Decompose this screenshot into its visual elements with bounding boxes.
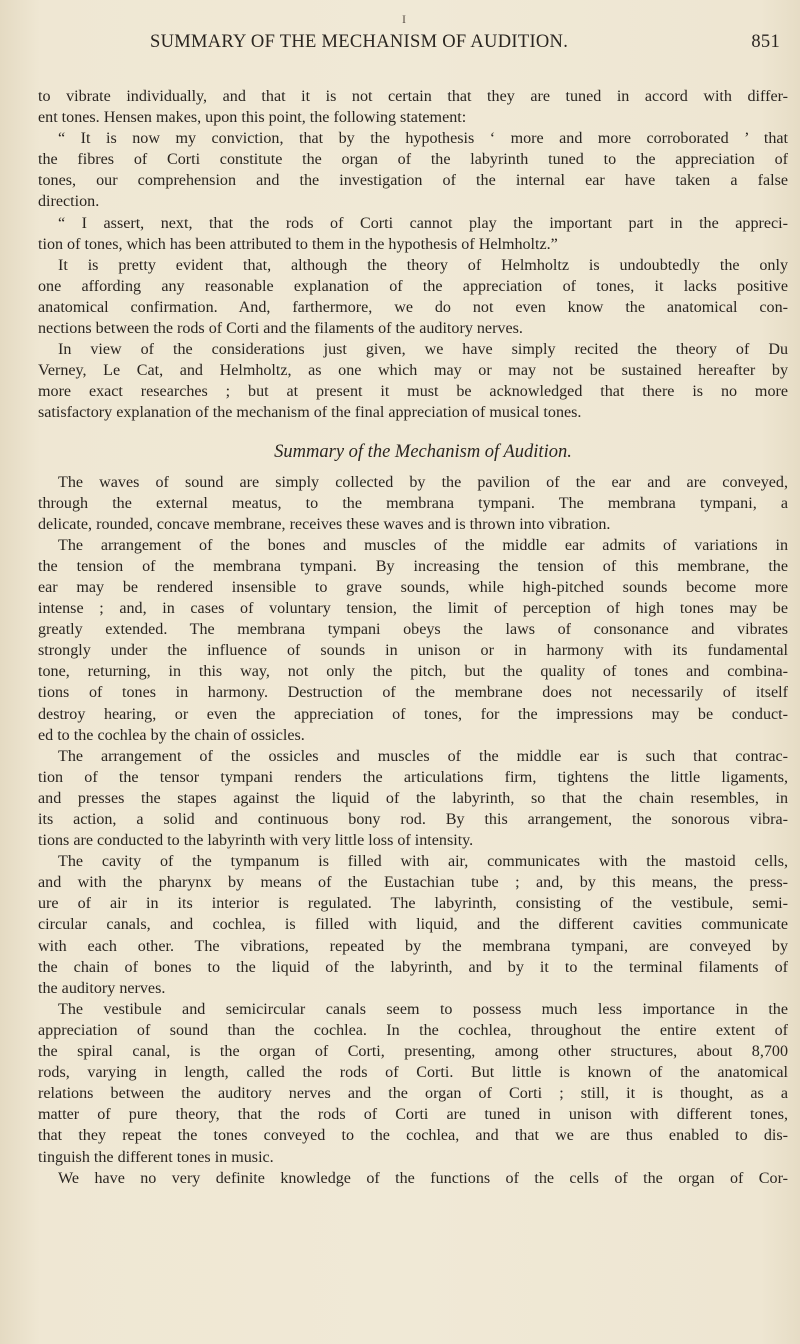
paragraph bbox=[38, 86, 788, 128]
text-line: rods, varying in length, called the rods of Corti. But little is known of the anatomical bbox=[38, 1064, 788, 1082]
body-text bbox=[38, 86, 788, 1189]
page-number: 851 bbox=[751, 32, 780, 52]
text-line: its action, a solid and continuous bony rod. By this arrangement, the sonorous vibra- bbox=[38, 811, 788, 828]
text-line: circular canals, and cochlea, is filled with liquid, and the different cavities communicate bbox=[38, 916, 788, 934]
text-line: the fibres of Corti constitute the organ of the labyrinth tuned to the appreciation of bbox=[38, 151, 788, 169]
text-line: more exact researches ; but at present it must be acknowledged that there is no more bbox=[38, 383, 788, 401]
text-line: We have no very definite knowledge of the functions of the cells of the organ of Cor- bbox=[58, 1169, 788, 1187]
text-line: The arrangement of the bones and muscles of the middle ear admits of variations in bbox=[58, 536, 788, 554]
paragraph bbox=[38, 128, 788, 212]
text-line: ent tones. Hensen makes, upon this point, the following statement: bbox=[38, 109, 467, 127]
text-line: appreciation of sound than the cochlea. In the cochlea, throughout the entire extent of bbox=[38, 1021, 788, 1039]
text-line: intense ; and, in cases of voluntary tension, the limit of perception of high tones may be bbox=[38, 600, 788, 618]
text-line: delicate, rounded, concave membrane, receives these waves and is thrown into vibration. bbox=[38, 515, 611, 533]
text-line: that they repeat the tones conveyed to the cochlea, and that we are thus enabled to dis- bbox=[38, 1127, 788, 1145]
text-line: ear may be rendered insensible to grave sounds, while high-pitched sounds become more bbox=[38, 578, 788, 596]
paragraph bbox=[38, 255, 788, 339]
text-line: tinguish the different tones in music. bbox=[38, 1148, 274, 1166]
text-line: with each other. The vibrations, repeated by the membrana tympani, are conveyed by bbox=[38, 937, 788, 955]
text-line: the tension of the membrana tympani. By increasing the tension of this membrane, the bbox=[38, 557, 788, 575]
text-line: The waves of sound are simply collected by the pavilion of the ear and are conveyed, bbox=[58, 473, 788, 491]
text-line: the spiral canal, is the organ of Corti, presenting, among other structures, about 8,700 bbox=[38, 1043, 788, 1061]
text-line: tones, our comprehension and the investigation of the internal ear have taken a false bbox=[38, 172, 788, 190]
summary-paragraph bbox=[38, 535, 788, 746]
text-line: “ It is now my conviction, that by the hypothesis ‘ more and more corroborated ’ that bbox=[58, 130, 788, 148]
text-line: It is pretty evident that, although the theory of Helmholtz is undoubtedly the only bbox=[58, 256, 788, 274]
text-line: Verney, Le Cat, and Helmholtz, as one which may or may not be sustained hereafter by bbox=[38, 362, 788, 380]
running-header bbox=[74, 32, 780, 62]
text-line: direction. bbox=[38, 193, 100, 211]
text-line: tions of tones in harmony. Destruction of the membrane does not necessarily of itself bbox=[38, 684, 788, 702]
spacer bbox=[38, 424, 788, 438]
text-line: relations between the auditory nerves and the organ of Corti ; still, it is thought, as a bbox=[38, 1085, 788, 1103]
text-line: anatomical confirmation. And, farthermore, we do not even know the anatomical con- bbox=[38, 298, 788, 316]
text-line: The arrangement of the ossicles and muscles of the middle ear is such that contrac- bbox=[58, 747, 788, 765]
text-line: tion of the tensor tympani renders the articulations firm, tightens the little ligaments, bbox=[38, 768, 788, 786]
text-line: “ I assert, next, that the rods of Corti cannot play the important part in the appreci- bbox=[58, 214, 788, 232]
text-line: ure of air in its interior is regulated. The labyrinth, consisting of the vestibule, semi- bbox=[38, 895, 788, 913]
section-heading: Summary of the Mechanism of Audition. bbox=[274, 441, 572, 462]
text-line: the chain of bones to the liquid of the labyrinth, and by it to the terminal filaments of bbox=[38, 958, 788, 976]
text-line: and with the pharynx by means of the Eustachian tube ; and, by this means, the press- bbox=[38, 874, 788, 892]
summary-paragraph bbox=[38, 999, 788, 1168]
summary-paragraph bbox=[38, 472, 788, 535]
text-line: tion of tones, which has been attributed to them in the hypothesis of Helmholtz.” bbox=[38, 235, 558, 253]
running-title: SUMMARY OF THE MECHANISM OF AUDITION. bbox=[150, 32, 569, 52]
text-line: strongly under the influence of sounds in unison or in harmony with its fundamental bbox=[38, 642, 788, 660]
summary-paragraph bbox=[38, 746, 788, 851]
text-line: satisfactory explanation of the mechanism of the final appreciation of musical tones. bbox=[38, 404, 582, 422]
summary-paragraph bbox=[38, 1168, 788, 1189]
text-line: tone, returning, in this way, not only the pitch, but the quality of tones and combina- bbox=[38, 663, 788, 681]
text-line: and presses the stapes against the liquid of the labyrinth, so that the chain resembles, in bbox=[38, 789, 788, 807]
text-line: one affording any reasonable explanation of the appreciation of tones, it lacks positive bbox=[38, 277, 788, 295]
text-line: nections between the rods of Corti and the filaments of the auditory nerves. bbox=[38, 320, 523, 338]
text-line: In view of the considerations just given, we have simply recited the theory of Du bbox=[58, 341, 788, 359]
top-mark: I bbox=[402, 12, 406, 26]
paragraph bbox=[38, 213, 788, 255]
text-line: ed to the cochlea by the chain of ossicles. bbox=[38, 726, 305, 744]
text-line: The vestibule and semicircular canals seem to possess much less importance in the bbox=[58, 1000, 788, 1018]
text-line: destroy hearing, or even the appreciation of tones, for the impressions may be conduct- bbox=[38, 705, 788, 723]
text-line: greatly extended. The membrana tympani obeys the laws of consonance and vibrates bbox=[38, 621, 788, 639]
summary-paragraph bbox=[38, 851, 788, 999]
text-line: matter of pure theory, that the rods of Corti are tuned in unison with different tones, bbox=[38, 1106, 788, 1124]
text-line: tions are conducted to the labyrinth with very little loss of intensity. bbox=[38, 832, 474, 850]
text-line: the auditory nerves. bbox=[38, 979, 166, 997]
text-line: to vibrate individually, and that it is not certain that they are tuned in accord with differ- bbox=[38, 88, 788, 105]
paragraph bbox=[38, 339, 788, 423]
text-line: through the external meatus, to the membrana tympani. The membrana tympani, a bbox=[38, 494, 788, 512]
text-line: The cavity of the tympanum is filled with air, communicates with the mastoid cells, bbox=[58, 853, 788, 871]
